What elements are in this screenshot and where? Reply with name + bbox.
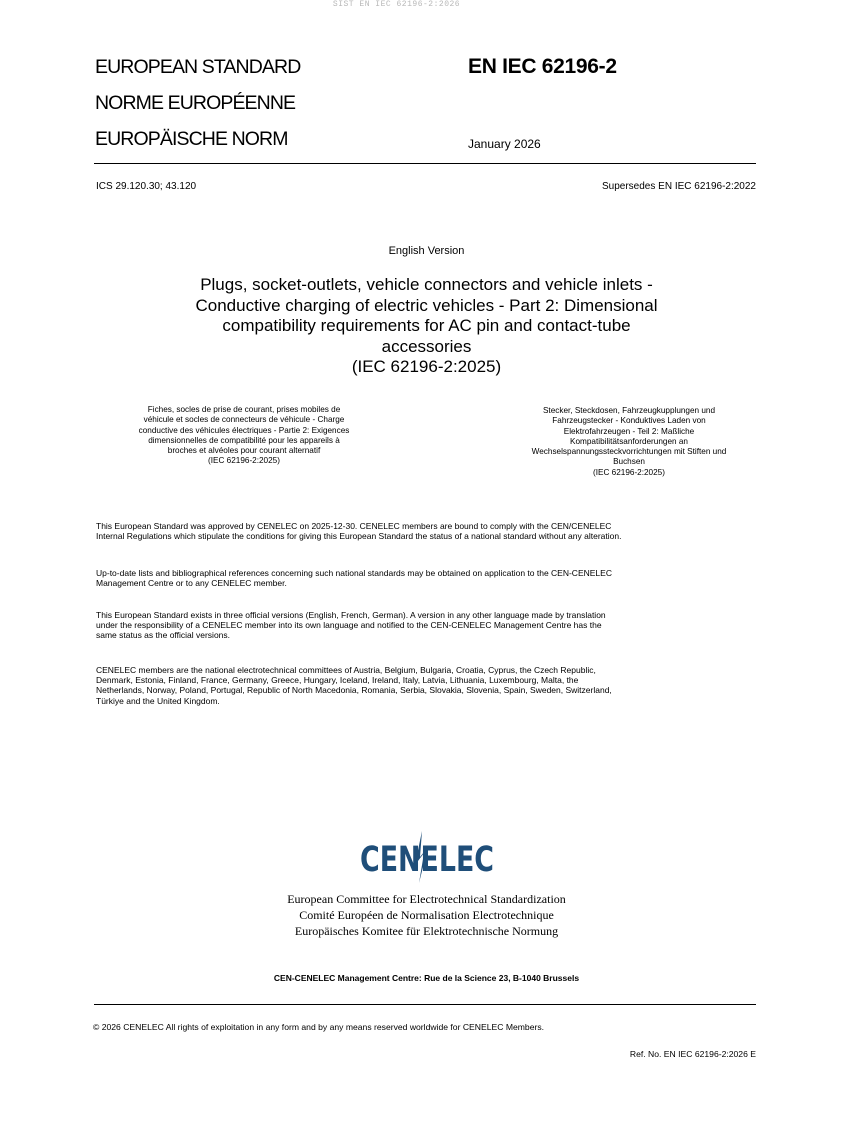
header-divider (94, 163, 756, 164)
management-centre-address: CEN-CENELEC Management Centre: Rue de la Science 23, B-1040 Brussels (273, 973, 580, 983)
cenelec-logo (0, 825, 853, 885)
title-line: compatibility requirements for AC pin and contact-tube (222, 316, 631, 335)
paragraph-line: CENELEC members are the national electrotechnical committees of Austria, Belgium, Bulgaria, Croatia, Cyprus, the Czech Republic, (96, 665, 596, 675)
french-title-line: conductive des véhicules électriques - Partie 2: Exigences (138, 425, 350, 435)
document-watermark: SIST EN IEC 62196-2:2026 (332, 0, 461, 9)
version-label: English Version (388, 245, 465, 257)
paragraph-line: Management Centre or to any CENELEC member. (96, 578, 287, 589)
cenelec-logo-graphic (352, 825, 502, 885)
committee-names (0, 891, 853, 939)
paragraph-line: Denmark, Estonia, Finland, France, Germany, Greece, Hungary, Iceland, Ireland, Italy, Latvia, Lithuania, Luxembourg, Malta, the (96, 675, 579, 686)
document-title (160, 275, 693, 378)
paragraph-line: same status as the official versions. (96, 630, 231, 641)
french-title (95, 405, 393, 467)
committee-name-french: Comité Européen de Normalisation Electrotechnique (299, 908, 554, 922)
title-line: accessories (381, 336, 472, 356)
official-versions-paragraph (96, 610, 766, 641)
paragraph-line: Türkiye and the United Kingdom. (96, 695, 220, 706)
title-line: Conductive charging of electric vehicles - Part 2: Dimensional (195, 295, 658, 315)
approval-paragraph (96, 521, 766, 541)
members-paragraph (96, 665, 766, 706)
committee-name-english: European Committee for Electrotechnical Standardization (287, 892, 566, 906)
german-title-line: Stecker, Steckdosen, Fahrzeugkupplungen und (542, 406, 716, 415)
french-title-line: dimensionnelles de compatibilité pour les appareils à (148, 435, 340, 445)
french-title-line: (IEC 62196-2:2025) (208, 456, 280, 466)
cenelec-wordmark: CENELEC (359, 840, 494, 880)
german-title-line: Buchsen (613, 457, 645, 467)
german-title (480, 406, 778, 478)
publication-date: January 2026 (468, 137, 541, 151)
german-title-line: (IEC 62196-2:2025) (593, 467, 665, 477)
standard-type-german: EUROPÄISCHE NORM (95, 128, 288, 150)
copyright-notice: © 2026 CENELEC All rights of exploitation in any form and by any means reserved worldwide for CENELEC Members. (93, 1022, 545, 1032)
title-line: Plugs, socket-outlets, vehicle connectors and vehicle inlets - (200, 275, 653, 294)
paragraph-line: Up-to-date lists and bibliographical references concerning such national standards may be obtained on application to the CEN-CENELEC (96, 568, 612, 578)
german-title-line: Fahrzeugstecker - Konduktives Laden von (552, 416, 706, 426)
german-title-line: Elektrofahrzeugen - Teil 2: Maßliche (563, 426, 695, 436)
ics-codes: ICS 29.120.30; 43.120 (96, 181, 197, 192)
standard-type-french: NORME EUROPÉENNE (95, 92, 296, 114)
reference-number: Ref. No. EN IEC 62196-2:2026 E (629, 1049, 756, 1059)
title-line: (IEC 62196-2:2025) (351, 357, 502, 376)
footer-divider (94, 1004, 756, 1005)
french-title-line: véhicule et socles de connecteurs de véhicule - Charge (143, 415, 345, 425)
french-title-line: broches et alvéoles pour courant alternatif (167, 446, 321, 456)
french-title-line: Fiches, socles de prise de courant, prises mobiles de (147, 405, 341, 414)
supersedes-note: Supersedes EN IEC 62196-2:2022 (602, 181, 756, 192)
paragraph-line: This European Standard exists in three official versions (English, French, German). A version in any other language made by translation (96, 610, 606, 620)
committee-name-german: Europäisches Komitee für Elektrotechnische Normung (294, 924, 559, 938)
paragraph-line: under the responsibility of a CENELEC member into its own language and notified to the CEN-CENELEC Management Centre has the (96, 620, 602, 631)
paragraph-line: Netherlands, Norway, Poland, Portugal, Republic of North Macedonia, Romania, Serbia, Slovakia, Slovenia, Spain, Sweden, Switzerland, (96, 685, 612, 696)
standard-type-english: EUROPEAN STANDARD (95, 56, 301, 78)
paragraph-line: Internal Regulations which stipulate the conditions for giving this European Standard the status of a national standard without any alteration. (96, 531, 622, 542)
german-title-line: Kompatibilitätsanforderungen an (570, 436, 688, 446)
german-title-line: Wechselspannungssteckvorrichtungen mit Stiften und (531, 447, 727, 457)
standard-number: EN IEC 62196-2 (468, 55, 617, 78)
paragraph-line: This European Standard was approved by CENELEC on 2025-12-30. CENELEC members are bound to comply with the CEN/CENELEC (96, 521, 612, 531)
references-paragraph (96, 568, 766, 588)
